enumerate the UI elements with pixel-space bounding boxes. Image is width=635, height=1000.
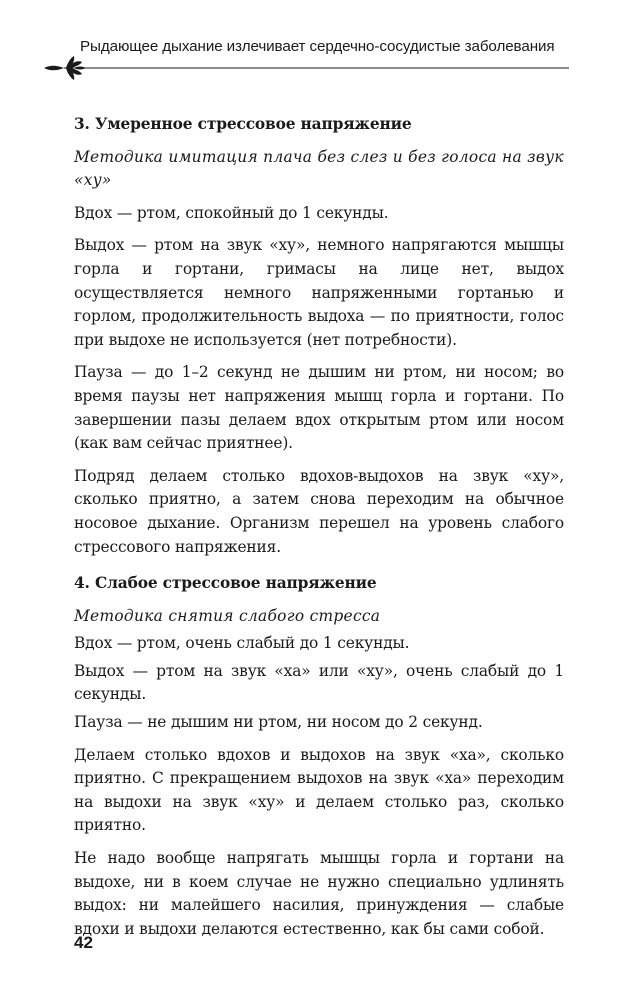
section-4-heading: 4. Слабое стрессовое напряжение: [74, 574, 377, 593]
section-3-paragraph: Выдох — ртом на звук «ху», немного напрягаются мышцы горла и гортани, гримасы на лице нет, выдох осуществляется немного напряженными гортанью и горлом, продолжительность выдоха — по приятности, голос при выдохе не используется (нет потребности).: [74, 236, 564, 349]
running-title: Рыдающее дыхание излечивает сердечно-сосудистые заболевания: [80, 38, 555, 55]
section-4-paragraph: Делаем столько вдохов и выдохов на звук «ха», сколько приятно. С прекращением выдохов на звук «ха» переходим на выдохи на звук «ху» и делаем столько раз, сколько приятно.: [74, 745, 564, 835]
fleuron-ornament-icon: [44, 56, 569, 80]
section-4-subheading: Методика снятия слабого стресса: [74, 606, 381, 625]
section-3-subheading: Методика имитация плача без слез и без голоса на звук «ху»: [74, 147, 564, 190]
section-4-paragraph: Выдох — ртом на звук «ха» или «ху», очень слабый до 1 секунды.: [74, 661, 564, 704]
running-header: [0, 0, 635, 90]
page-body: [74, 113, 564, 950]
section-4-paragraph: Не надо вообще напрягать мышцы горла и гортани на выдохе, ни в коем случае не нужно специально удлинять выдох: ни малейшего насилия, принуждения — слабые вдохи и выдохи делаются естественно, как бы сами собой.: [74, 849, 564, 938]
section-3-paragraph: Пауза — до 1–2 секунд не дышим ни ртом, ни носом; во время паузы нет напряжения мышц горла и гортани. По завершении пазы делаем вдох открытым ртом или носом (как вам сейчас приятнее).: [74, 363, 564, 453]
section-3-paragraph: Вдох — ртом, спокойный до 1 секунды.: [74, 203, 389, 222]
section-4-paragraph: Вдох — ртом, очень слабый до 1 секунды.: [74, 634, 410, 653]
section-4-paragraph: Пауза — не дышим ни ртом, ни носом до 2 секунд.: [74, 713, 483, 732]
page-number: 42: [74, 933, 93, 952]
section-3-paragraph: Подряд делаем столько вдохов-выдохов на звук «ху», сколько приятно, а затем снова переходим на обычное носовое дыхание. Организм перешел на уровень слабого стрессового напряжения.: [74, 466, 564, 556]
section-3-heading: 3. Умеренное стрессовое напряжение: [74, 115, 412, 133]
